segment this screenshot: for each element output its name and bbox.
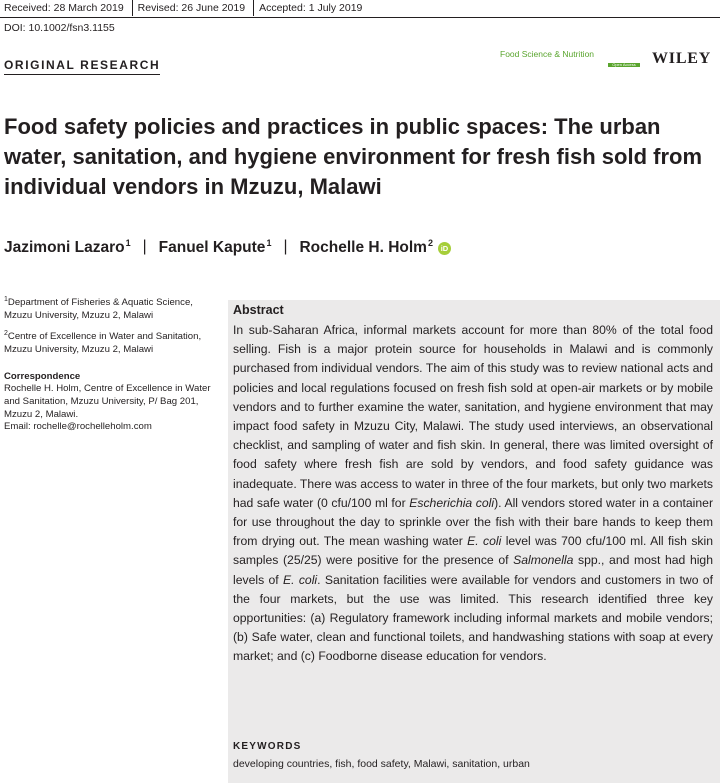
- journal-name: Food Science & Nutrition: [500, 49, 595, 59]
- affiliation: $^2$Centre of Excellence in Water and Sanitation, Mzuzu University, Mzuzu 2, Malawi: [4, 330, 202, 356]
- correspondence-address: Rochelle H. Holm, Centre of Excellence in Water and Sanitation, Mzuzu University, P/ Bag 201, Mzuzu 2, Malawi.: [4, 383, 211, 420]
- doi[interactable]: DOI: 10.1002/fsn3.1155: [4, 22, 115, 34]
- affiliation-marker: 1: [266, 238, 272, 248]
- correspondence-email[interactable]: Email: rochelle@rochelleholm.com: [4, 421, 152, 433]
- author-separator: |: [142, 238, 147, 255]
- keywords-list: developing countries, fish, food safety, Malawi, sanitation, urban: [233, 758, 530, 770]
- author-list: [4, 238, 451, 257]
- author-name[interactable]: Fanuel Kapute$^1$: [158, 238, 272, 257]
- affiliations-panel: [4, 294, 214, 440]
- header-divider: [0, 17, 720, 18]
- orcid-icon[interactable]: iD: [438, 242, 451, 255]
- affiliation-marker: 2: [427, 238, 433, 248]
- author-name[interactable]: Rochelle H. Holm$^2$: [299, 238, 433, 257]
- section-label: ORIGINAL RESEARCH: [4, 58, 160, 75]
- author-name[interactable]: Jazimoni Lazaro$^1$: [4, 238, 131, 257]
- correspondence-label: Correspondence: [4, 370, 81, 382]
- correspondence: [4, 371, 214, 434]
- accepted-date: Accepted: 1 July 2019: [259, 2, 363, 14]
- abstract-box: [228, 300, 720, 783]
- publisher-logo: WILEY: [652, 50, 712, 67]
- article-title: Food safety policies and practices in public spaces: The urban water, sanitation, and hygiene environment for fresh fish sold from individual vendors in Mzuzu, Malawi: [4, 114, 703, 199]
- affiliation: $^1$Department of Fisheries & Aquatic Science, Mzuzu University, Mzuzu 2, Malawi: [4, 296, 193, 321]
- received-date: Received: 28 March 2019: [0, 0, 133, 16]
- author-separator: |: [283, 238, 288, 255]
- abstract-heading: Abstract: [233, 303, 284, 317]
- article-dates: [0, 0, 370, 16]
- affiliation-marker: 1: [125, 238, 131, 248]
- abstract-text: In sub-Saharan Africa, informal markets account for more than 80% of the total food selling. Fish is a major protein source for households in Malawi and is commonly purchased from individual vendors. The aim of this study was to review national acts and policies and local regulations focused on fresh fish sold at open-air markets or by mobile vendors and to further examine the water, sanitation, and hygiene environment that may impact food safety in Mzuzu City, Malawi. The study used interviews, an observational checklist, and sampling of water and fish skin. In general, there was limited oversight of food safety where fresh fish are sold by vendors, and food safety guidance was inadequate. There was access to water in three of the four markets, but only two markets had safe water (0 cfu/100 ml for Escherichia coli). All vendors stored water in a container for use throughout the day to sprinkle over the fish with their bare hands to keep them from drying out. The mean washing water E. coli level was 700 cfu/100 ml. All fish skin samples (25/25) were positive for the presence of Salmonella spp., and most had high levels of E. coli. Sanitation facilities were available for vendors and customers in two of the four markets, but the use was limited. This research identified three key opportunities: (a) Regulatory framework including informal markets and mobile vendors; (b) Safe water, clean and functional toilets, and handwashing stations with soap at every market; and (c) Foodborne disease education for vendors.: [233, 323, 714, 664]
- open-access-badge: Open Access: [608, 63, 640, 67]
- keywords-heading: KEYWORDS: [233, 741, 302, 752]
- revised-date: Revised: 26 June 2019: [133, 0, 254, 16]
